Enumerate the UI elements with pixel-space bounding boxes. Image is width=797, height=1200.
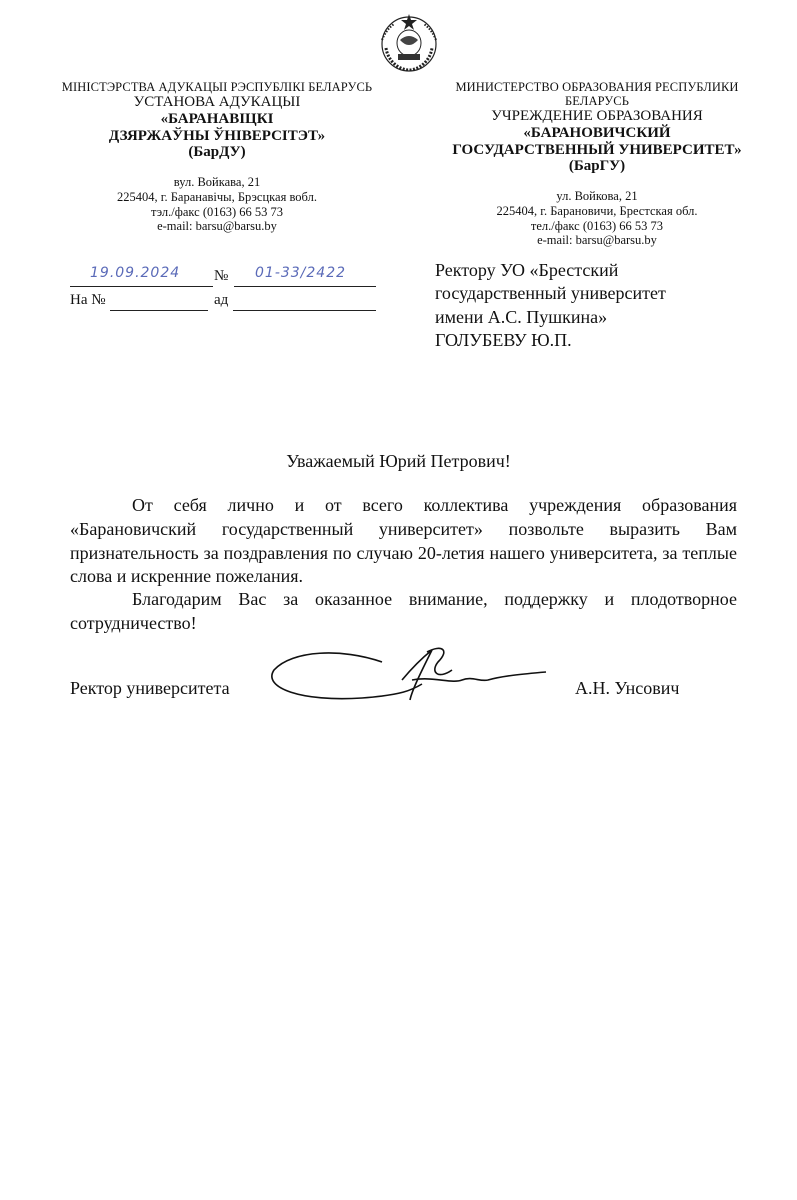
letterhead-left <box>52 80 382 234</box>
number-sign: № <box>214 268 229 284</box>
city-by: 225404, г. Баранавічы, Брэсцкая вобл. <box>117 189 317 204</box>
address-by <box>52 175 382 234</box>
city-ru: 225404, г. Барановичи, Брестская обл. <box>496 203 698 218</box>
phone-by: тэл./факс (0163) 66 53 73 <box>150 204 284 219</box>
reply-number-underline <box>110 310 208 311</box>
registration-date: 19.09.2024 <box>90 265 181 281</box>
institution-name-by-1: «БАРАНАВІЦКІ <box>160 110 274 127</box>
registration-number: 01-33/2422 <box>255 265 347 281</box>
ministry-by: МІНІСТЭРСТВА АДУКАЦЫІ РЭСПУБЛІКІ БЕЛАРУСЬ <box>61 80 373 94</box>
email-by: e-mail: barsu@barsu.by <box>157 219 277 234</box>
addressee-line-2: государственный университет <box>435 283 666 304</box>
state-emblem-icon <box>376 10 442 76</box>
institution-abbr-ru: (БарГУ) <box>568 158 626 175</box>
street-by: вул. Войкава, 21 <box>173 175 261 190</box>
handwritten-signature <box>262 640 552 710</box>
reply-date-underline <box>233 310 376 311</box>
number-underline <box>234 286 376 287</box>
street-ru: ул. Войкова, 21 <box>556 189 638 204</box>
institution-name-by-2: ДЗЯРЖАЎНЫ ЎНІВЕРСІТЭТ» <box>108 127 326 144</box>
signatory-position: Ректор университета <box>70 678 230 698</box>
institution-abbr-by: (БарДУ) <box>188 144 246 161</box>
addressee-line-3: имени А.С. Пушкина» <box>435 306 608 327</box>
addressee-block <box>435 259 775 353</box>
date-underline <box>70 286 213 287</box>
body-paragraph-1: От себя лично и от всего коллектива учреждения образования «Барановичский государственный университет» позвольте выразить Вам признательность за поздравления по случаю 20-летия нашего университета, за теплые слова и искренние пожелания. <box>70 495 737 587</box>
signatory-name: А.Н. Унсович <box>575 678 680 698</box>
institution-type-ru: УЧРЕЖДЕНИЕ ОБРАЗОВАНИЯ <box>491 108 703 124</box>
phone-ru: тел./факс (0163) 66 53 73 <box>530 218 664 233</box>
institution-type-by: УСТАНОВА АДУКАЦЫІ <box>133 94 301 110</box>
letterhead-right <box>432 80 762 248</box>
addressee-line-1: Ректору УО «Брестский <box>435 260 619 280</box>
reply-date-label: ад <box>214 292 229 308</box>
address-ru <box>432 189 762 248</box>
email-ru: e-mail: barsu@barsu.by <box>537 233 657 248</box>
institution-name-ru-2: ГОСУДАРСТВЕННЫЙ УНИВЕРСИТЕТ» <box>452 141 742 158</box>
addressee-line-4: ГОЛУБЕВУ Ю.П. <box>435 330 572 351</box>
institution-name-ru-1: «БАРАНОВИЧСКИЙ <box>523 124 671 141</box>
body-paragraph-2: Благодарим Вас за оказанное внимание, поддержку и плодотворное сотрудничество! <box>70 589 737 633</box>
reply-to-label: На № <box>70 292 106 308</box>
greeting: Уважаемый Юрий Петрович! <box>286 451 511 471</box>
ministry-ru: МИНИСТЕРСТВО ОБРАЗОВАНИЯ РЕСПУБЛИКИ БЕЛАРУСЬ <box>455 80 739 108</box>
